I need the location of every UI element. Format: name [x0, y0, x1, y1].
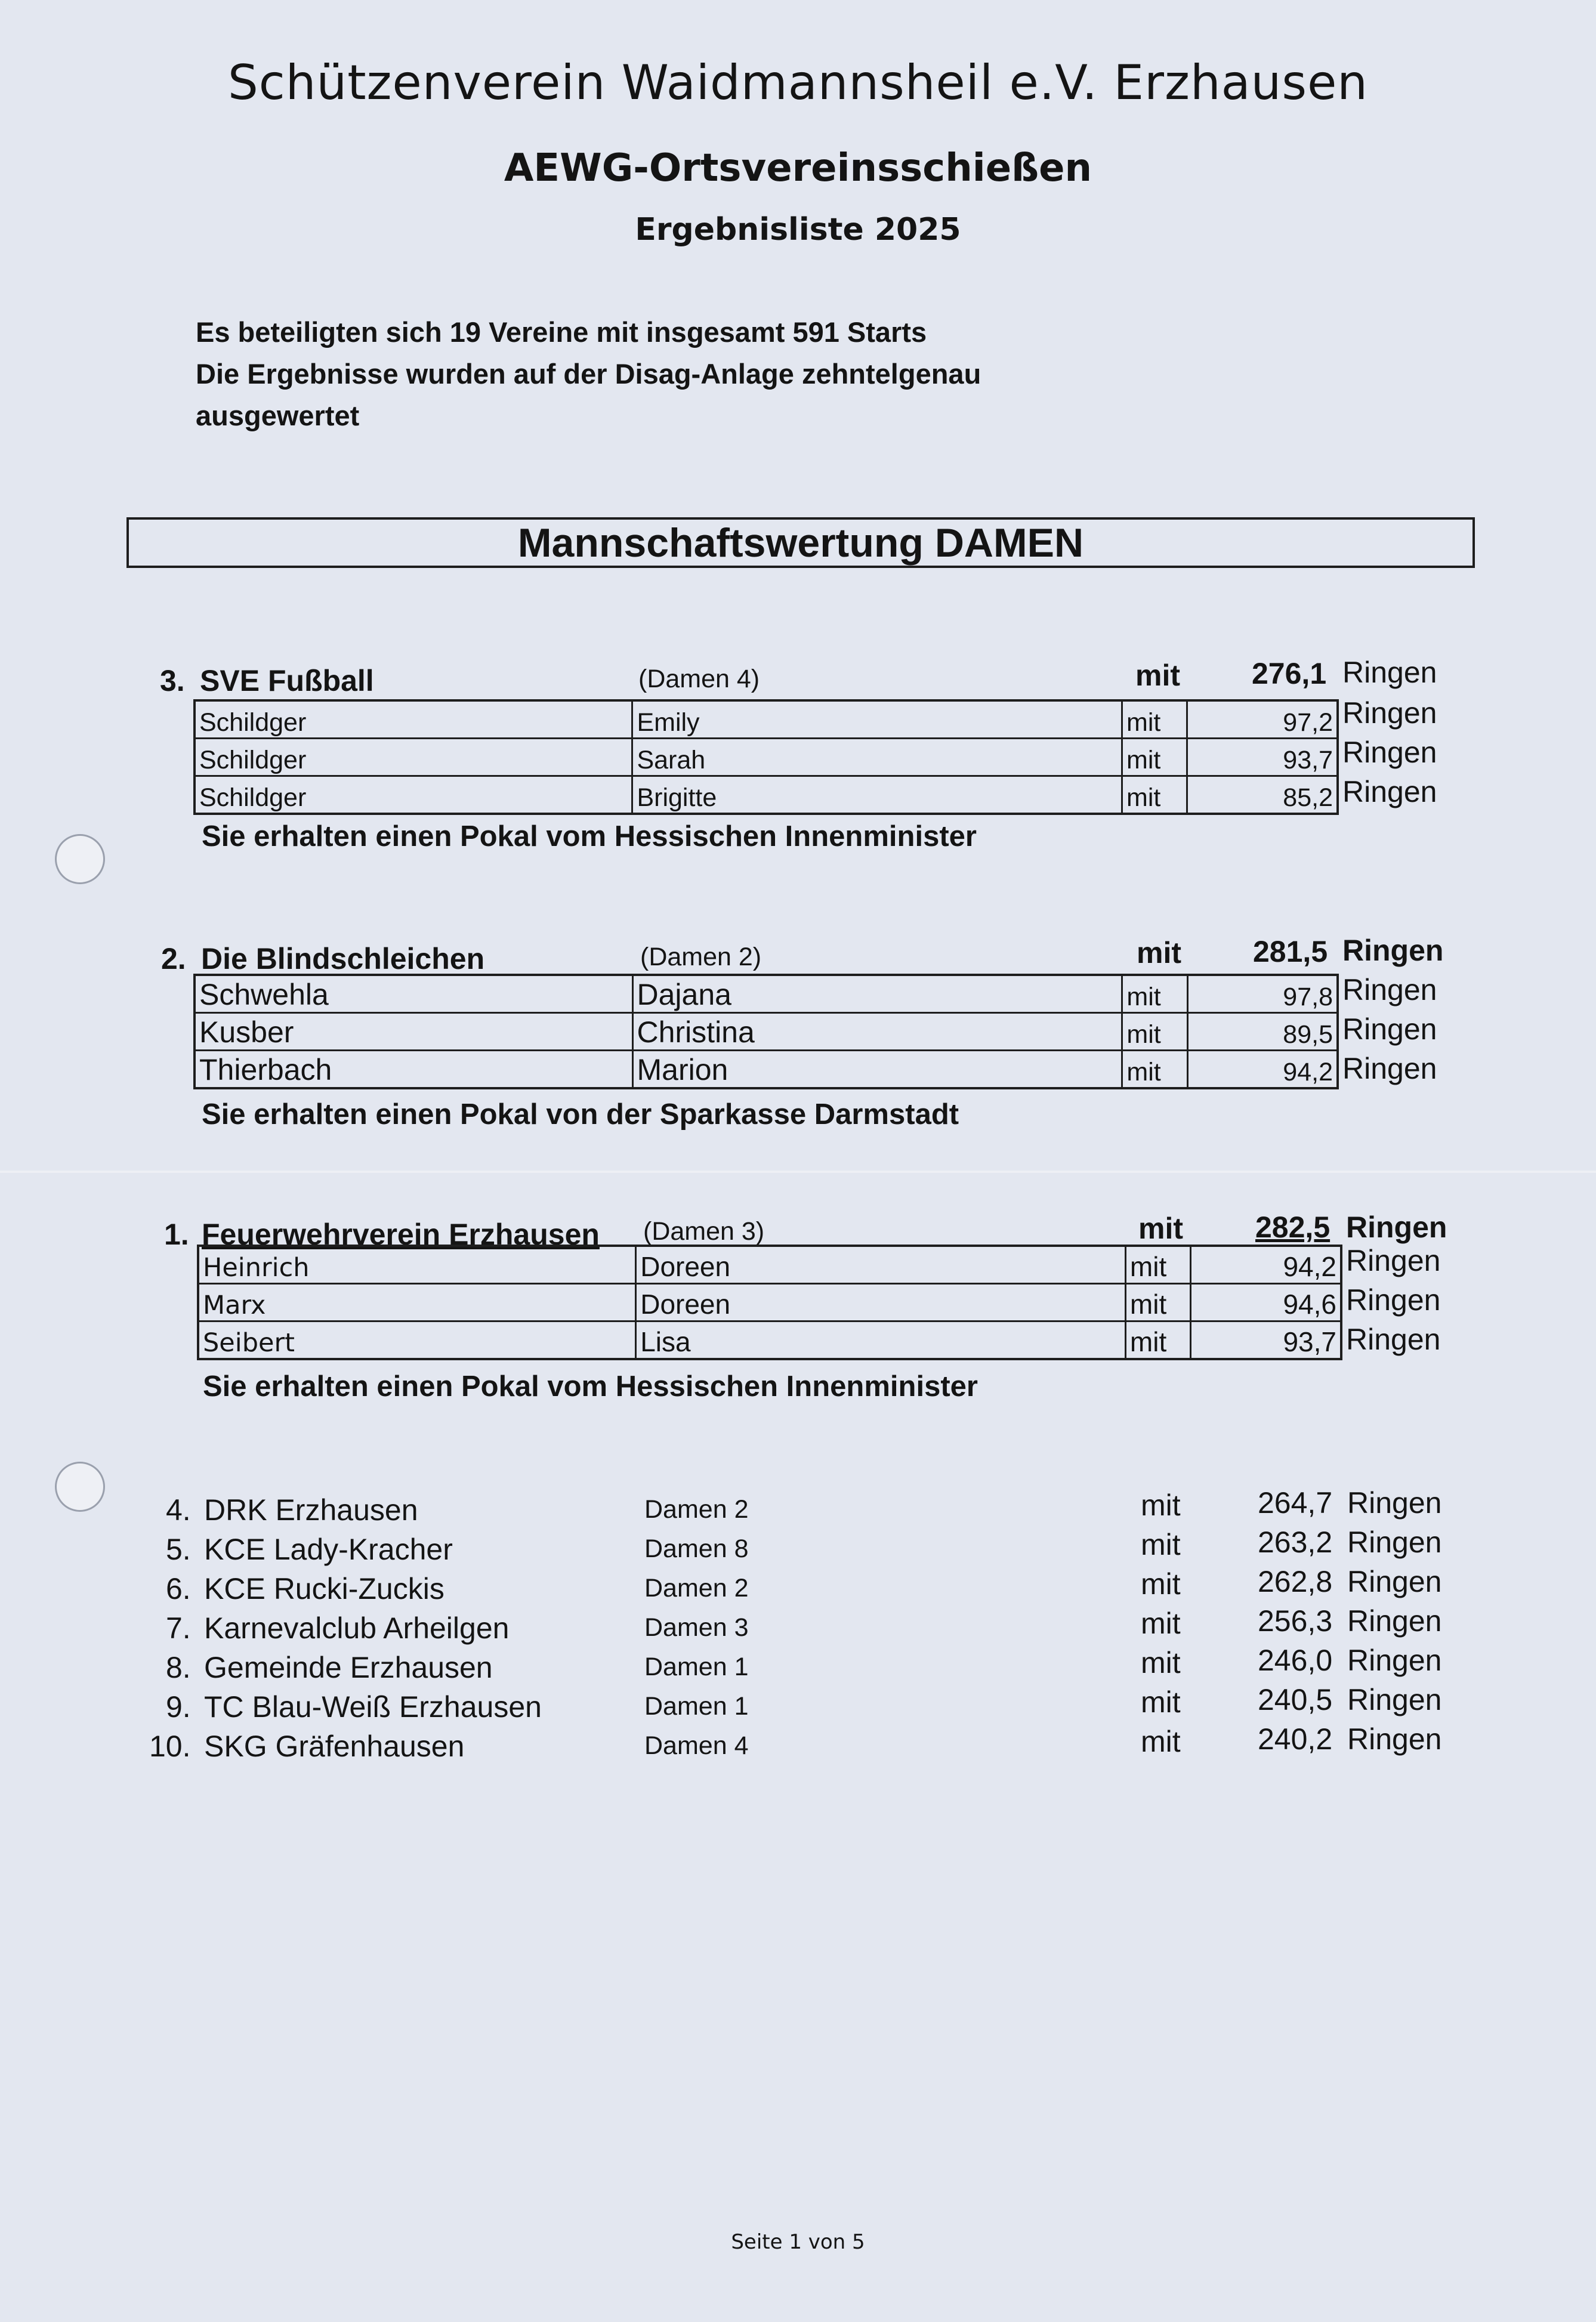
- ranking-mit: mit: [1141, 1685, 1181, 1719]
- member-score: 85,2: [1187, 776, 1338, 814]
- member-unit: Ringen: [1346, 1244, 1441, 1277]
- club-title: Schützenverein Waidmannsheil e.V. Erzhausen: [228, 55, 1368, 110]
- team-roster: [193, 699, 1339, 815]
- roster-row: [198, 1321, 1341, 1360]
- member-unit: Ringen: [1342, 1052, 1437, 1085]
- ranking-rank: 5.: [166, 1533, 191, 1566]
- member-score: 97,2: [1187, 700, 1338, 739]
- ranking-name: KCE Lady-Kracher: [204, 1533, 453, 1566]
- team-award: Sie erhalten einen Pokal vom Hessischen Innenminister: [203, 1370, 978, 1403]
- ranking-mit: mit: [1141, 1528, 1181, 1561]
- team-total-unit: Ringen: [1342, 934, 1444, 967]
- member-score: 93,7: [1187, 739, 1338, 776]
- member-mit: mit: [1122, 700, 1187, 739]
- ranking-rank: 8.: [166, 1651, 191, 1684]
- team-rank: 3.: [160, 664, 185, 697]
- member-last-name: Schildger: [195, 739, 632, 776]
- ranking-name: TC Blau-Weiß Erzhausen: [204, 1690, 542, 1724]
- member-last-name: Seibert: [198, 1321, 636, 1360]
- ranking-name: DRK Erzhausen: [204, 1493, 418, 1527]
- team-total: 276,1: [1252, 657, 1327, 690]
- member-last-name: Marx: [198, 1284, 636, 1321]
- team-division: (Damen 3): [643, 1217, 765, 1246]
- roster-row: [195, 700, 1338, 739]
- ranking-rank: 4.: [166, 1493, 191, 1527]
- ranking-rank: 10.: [149, 1730, 191, 1763]
- ranking-rank: 6.: [166, 1572, 191, 1605]
- team-name: Die Blindschleichen: [201, 942, 485, 975]
- team-mit: mit: [1138, 1212, 1183, 1245]
- member-mit: mit: [1125, 1246, 1190, 1284]
- member-score: 97,8: [1187, 975, 1338, 1013]
- member-score: 94,2: [1187, 1051, 1338, 1089]
- ranking-unit: Ringen: [1347, 1722, 1442, 1756]
- member-last-name: Thierbach: [195, 1051, 632, 1089]
- member-last-name: Heinrich: [198, 1246, 636, 1284]
- event-title: AEWG-Ortsvereinsschießen: [504, 146, 1092, 190]
- ranking-division: Damen 3: [644, 1613, 749, 1642]
- ranking-score: 263,2: [1258, 1526, 1333, 1559]
- member-first-name: Marion: [632, 1051, 1122, 1089]
- member-last-name: Schildger: [195, 776, 632, 814]
- section-title-box: [126, 517, 1475, 568]
- member-mit: mit: [1122, 975, 1187, 1013]
- ranking-division: Damen 8: [644, 1534, 749, 1563]
- roster-row: [195, 1051, 1338, 1089]
- member-mit: mit: [1122, 1051, 1187, 1089]
- member-unit: Ringen: [1342, 696, 1437, 730]
- member-mit: mit: [1122, 776, 1187, 814]
- member-first-name: Lisa: [636, 1321, 1126, 1360]
- result-list-title: Ergebnisliste 2025: [635, 212, 961, 248]
- team-mit: mit: [1137, 936, 1181, 969]
- section-title: Mannschaftswertung DAMEN: [517, 520, 1084, 566]
- ranking-unit: Ringen: [1347, 1683, 1442, 1716]
- team-division: (Damen 2): [640, 943, 762, 971]
- team-total-unit: Ringen: [1342, 656, 1437, 689]
- member-mit: mit: [1122, 1013, 1187, 1051]
- team-total: 282,5: [1255, 1211, 1330, 1244]
- ranking-name: Karnevalclub Arheilgen: [204, 1611, 510, 1645]
- intro-line-1: Es beteiligten sich 19 Vereine mit insgesamt 591 Starts: [196, 316, 927, 348]
- member-unit: Ringen: [1342, 1012, 1437, 1046]
- team-mit: mit: [1135, 659, 1180, 692]
- ranking-name: SKG Gräfenhausen: [204, 1730, 465, 1763]
- member-score: 94,2: [1191, 1246, 1341, 1284]
- ranking-unit: Ringen: [1347, 1604, 1442, 1638]
- ranking-unit: Ringen: [1347, 1644, 1442, 1677]
- team-name: Feuerwehrverein Erzhausen: [202, 1218, 600, 1251]
- member-first-name: Sarah: [632, 739, 1122, 776]
- team-roster: [193, 974, 1339, 1089]
- roster-row: [195, 776, 1338, 814]
- member-mit: mit: [1125, 1284, 1190, 1321]
- ranking-mit: mit: [1141, 1489, 1181, 1522]
- team-division: (Damen 4): [638, 665, 760, 693]
- ranking-row: [149, 1722, 1462, 1768]
- member-last-name: Schildger: [195, 700, 632, 739]
- member-mit: mit: [1122, 739, 1187, 776]
- member-first-name: Doreen: [636, 1246, 1126, 1284]
- roster-row: [198, 1284, 1341, 1321]
- ranking-score: 240,5: [1258, 1683, 1333, 1716]
- ranking-score: 256,3: [1258, 1604, 1333, 1638]
- member-mit: mit: [1125, 1321, 1190, 1360]
- team-rank: 1.: [164, 1218, 189, 1251]
- member-unit: Ringen: [1346, 1283, 1441, 1317]
- team-name: SVE Fußball: [200, 664, 374, 697]
- ranking-mit: mit: [1141, 1646, 1181, 1679]
- ranking-rank: 7.: [166, 1611, 191, 1645]
- member-unit: Ringen: [1342, 736, 1437, 769]
- ranking-mit: mit: [1141, 1567, 1181, 1601]
- ranking-score: 240,2: [1258, 1722, 1333, 1756]
- member-first-name: Doreen: [636, 1284, 1126, 1321]
- member-unit: Ringen: [1342, 973, 1437, 1006]
- team-total-unit: Ringen: [1346, 1211, 1447, 1244]
- intro-line-3: ausgewertet: [196, 400, 360, 431]
- member-unit: Ringen: [1346, 1323, 1441, 1356]
- ranking-rank: 9.: [166, 1690, 191, 1724]
- member-score: 94,6: [1191, 1284, 1341, 1321]
- ranking-division: Damen 2: [644, 1495, 749, 1524]
- roster-row: [195, 975, 1338, 1013]
- ranking-division: Damen 1: [644, 1692, 749, 1721]
- roster-row: [198, 1246, 1341, 1284]
- team-award: Sie erhalten einen Pokal von der Sparkasse Darmstadt: [202, 1098, 959, 1131]
- member-last-name: Kusber: [195, 1013, 632, 1051]
- member-score: 89,5: [1187, 1013, 1338, 1051]
- ranking-mit: mit: [1141, 1607, 1181, 1640]
- punch-hole-upper: [55, 834, 105, 884]
- roster-row: [195, 1013, 1338, 1051]
- member-first-name: Emily: [632, 700, 1122, 739]
- member-first-name: Brigitte: [632, 776, 1122, 814]
- roster-row: [195, 739, 1338, 776]
- member-last-name: Schwehla: [195, 975, 632, 1013]
- ranking-score: 264,7: [1258, 1486, 1333, 1520]
- paper-fold-line: [0, 1171, 1596, 1173]
- ranking-name: KCE Rucki-Zuckis: [204, 1572, 444, 1605]
- intro-text: [196, 311, 981, 437]
- punch-hole-lower: [55, 1462, 105, 1512]
- team-total: 281,5: [1253, 935, 1328, 968]
- ranking-unit: Ringen: [1347, 1526, 1442, 1559]
- ranking-score: 246,0: [1258, 1644, 1333, 1677]
- member-first-name: Christina: [632, 1013, 1122, 1051]
- ranking-division: Damen 1: [644, 1653, 749, 1681]
- ranking-division: Damen 4: [644, 1731, 749, 1760]
- team-rank: 2.: [161, 942, 186, 975]
- team-roster: [197, 1245, 1342, 1360]
- ranking-score: 262,8: [1258, 1565, 1333, 1598]
- team-award: Sie erhalten einen Pokal vom Hessischen Innenminister: [202, 820, 977, 853]
- ranking-mit: mit: [1141, 1725, 1181, 1758]
- member-first-name: Dajana: [632, 975, 1122, 1013]
- intro-line-2: Die Ergebnisse wurden auf der Disag-Anlage zehntelgenau: [196, 358, 981, 390]
- ranking-unit: Ringen: [1347, 1486, 1442, 1520]
- ranking-unit: Ringen: [1347, 1565, 1442, 1598]
- member-unit: Ringen: [1342, 775, 1437, 808]
- member-score: 93,7: [1191, 1321, 1341, 1360]
- ranking-name: Gemeinde Erzhausen: [204, 1651, 493, 1684]
- page-number: Seite 1 von 5: [731, 2230, 865, 2254]
- ranking-division: Damen 2: [644, 1574, 749, 1602]
